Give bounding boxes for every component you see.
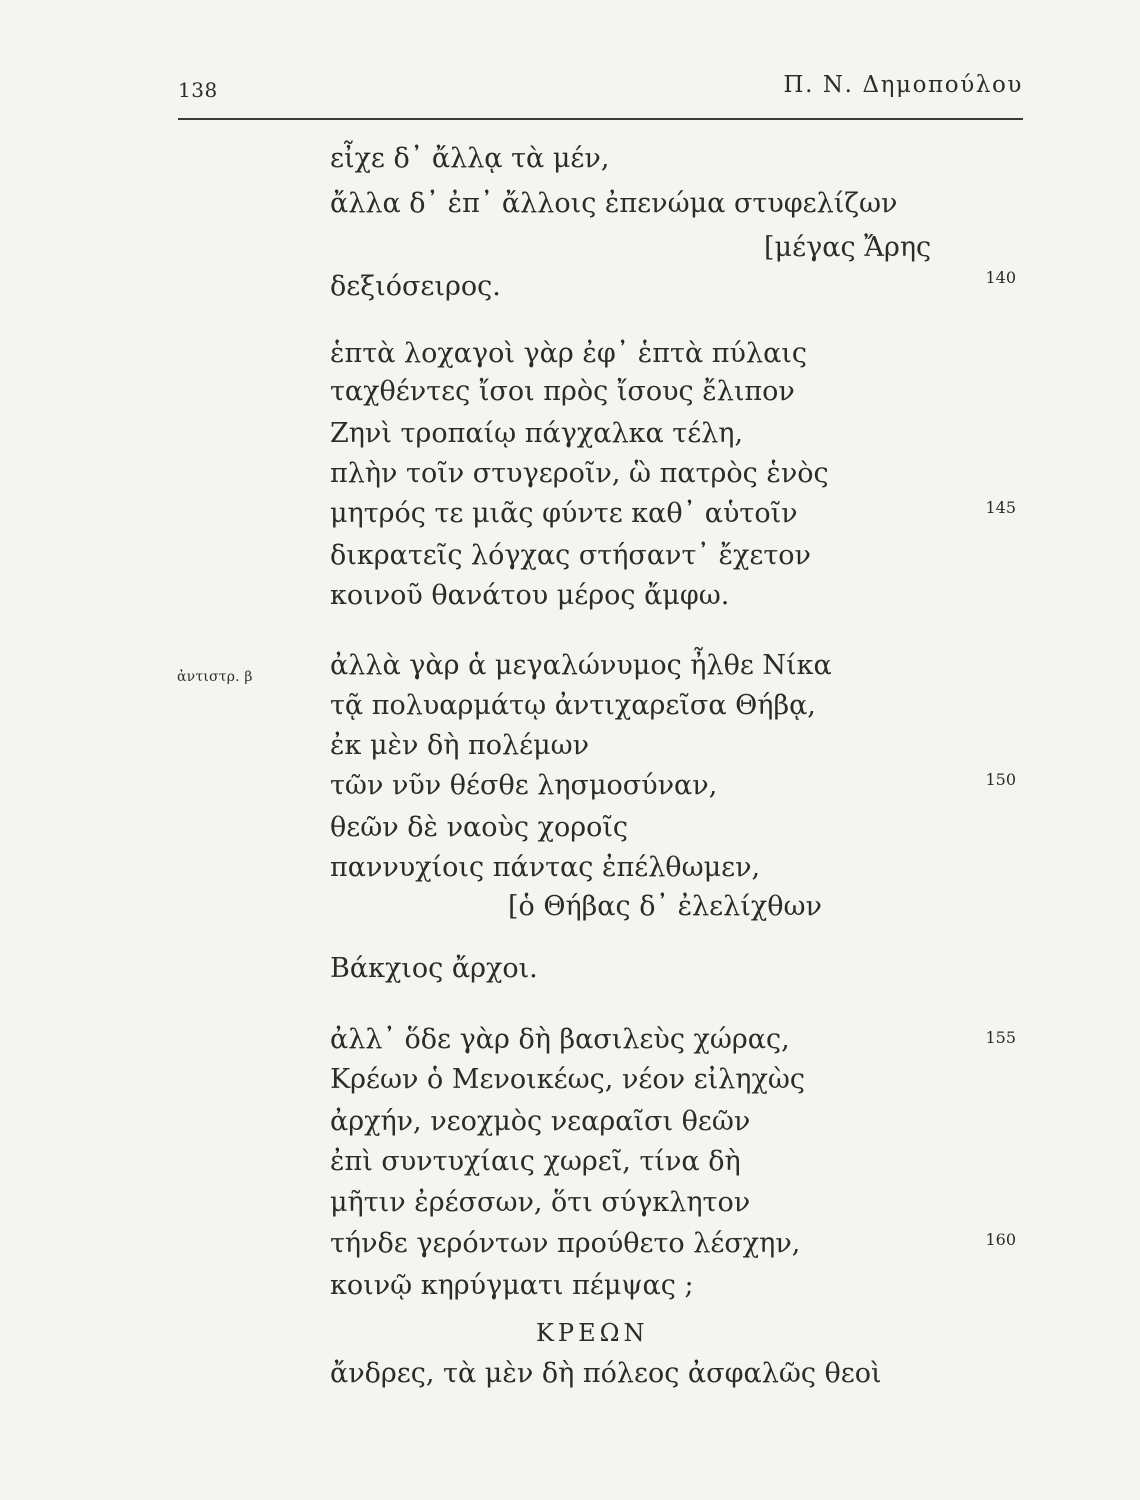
verse-line: εἶχε δ᾽ ἄλλᾳ τὰ μέν,	[330, 143, 610, 174]
verse-line: ἀρχήν, νεοχμὸς νεαραῖσι θεῶν	[330, 1106, 751, 1137]
verse-line: δεξιόσειρος.	[330, 271, 501, 302]
verse-line: τήνδε γερόντων προύθετο λέσχην,	[330, 1228, 801, 1259]
line-number: 150	[985, 770, 1016, 789]
verse-line: ταχθέντες ἴσοι πρὸς ἴσους ἔλιπον	[330, 376, 795, 407]
verse-line: πλὴν τοῖν στυγεροῖν, ὣ πατρὸς ἑνὸς	[330, 458, 829, 489]
line-number: 140	[985, 268, 1016, 287]
verse-line: Κρέων ὁ Μενοικέως, νέον εἰληχὼς	[330, 1064, 805, 1095]
verse-line: κοινῷ κηρύγματι πέμψας ;	[330, 1270, 694, 1301]
verse-line: τᾷ πολυαρμάτῳ ἀντιχαρεῖσα Θήβᾳ,	[330, 690, 816, 721]
verse-line: ἄλλα δ᾽ ἐπ᾽ ἄλλοις ἐπενώμα στυφελίζων	[330, 188, 898, 219]
verse-line-continuation: [μέγας Ἄρης	[764, 232, 932, 263]
verse-line: ἐπὶ συντυχίαις χωρεῖ, τίνα δὴ	[330, 1146, 741, 1177]
verse-line: Βάκχιος ἄρχοι.	[330, 953, 538, 984]
page-number: 138	[178, 78, 218, 102]
verse-line: ἀλλ᾽ ὅδε γὰρ δὴ βασιλεὺς χώρας,	[330, 1024, 790, 1055]
verse-line-continuation: [ὁ Θήβας δ᾽ ἐλελίχθων	[508, 891, 822, 922]
line-number: 145	[985, 498, 1016, 517]
verse-line: Ζηνὶ τροπαίῳ πάγχαλκα τέλη,	[330, 418, 744, 449]
running-head: Π. Ν. Δημοπούλου	[783, 72, 1023, 98]
verse-line: κοινοῦ θανάτου μέρος ἄμφω.	[330, 580, 730, 611]
page-header	[178, 72, 1023, 118]
verse-line: ἑπτὰ λοχαγοὶ γὰρ ἐφ᾽ ἑπτὰ πύλαις	[330, 338, 808, 369]
header-rule	[178, 118, 1023, 120]
speaker-heading: ΚΡΕΩΝ	[536, 1319, 649, 1347]
verse-line: θεῶν δὲ ναοὺς χοροῖς	[330, 812, 629, 843]
verse-line: ἀλλὰ γὰρ ἁ μεγαλώνυμος ἦλθε Νίκα	[330, 650, 832, 681]
verse-line: τῶν νῦν θέσθε λησμοσύναν,	[330, 770, 718, 801]
verse-line: μητρός τε μιᾶς φύντε καθ᾽ αὑτοῖν	[330, 498, 798, 529]
verse-line: δικρατεῖς λόγχας στήσαντ᾽ ἔχετον	[330, 540, 811, 571]
line-number: 155	[985, 1028, 1016, 1047]
verse-line: ἄνδρες, τὰ μὲν δὴ πόλεος ἀσφαλῶς θεοὶ	[330, 1358, 882, 1389]
verse-line: παννυχίοις πάντας ἐπέλθωμεν,	[330, 852, 761, 883]
line-number: 160	[985, 1230, 1016, 1249]
marginal-note: ἀντιστρ. β	[177, 669, 253, 685]
verse-line: ἐκ μὲν δὴ πολέμων	[330, 730, 590, 761]
verse-line: μῆτιν ἐρέσσων, ὅτι σύγκλητον	[330, 1187, 751, 1218]
